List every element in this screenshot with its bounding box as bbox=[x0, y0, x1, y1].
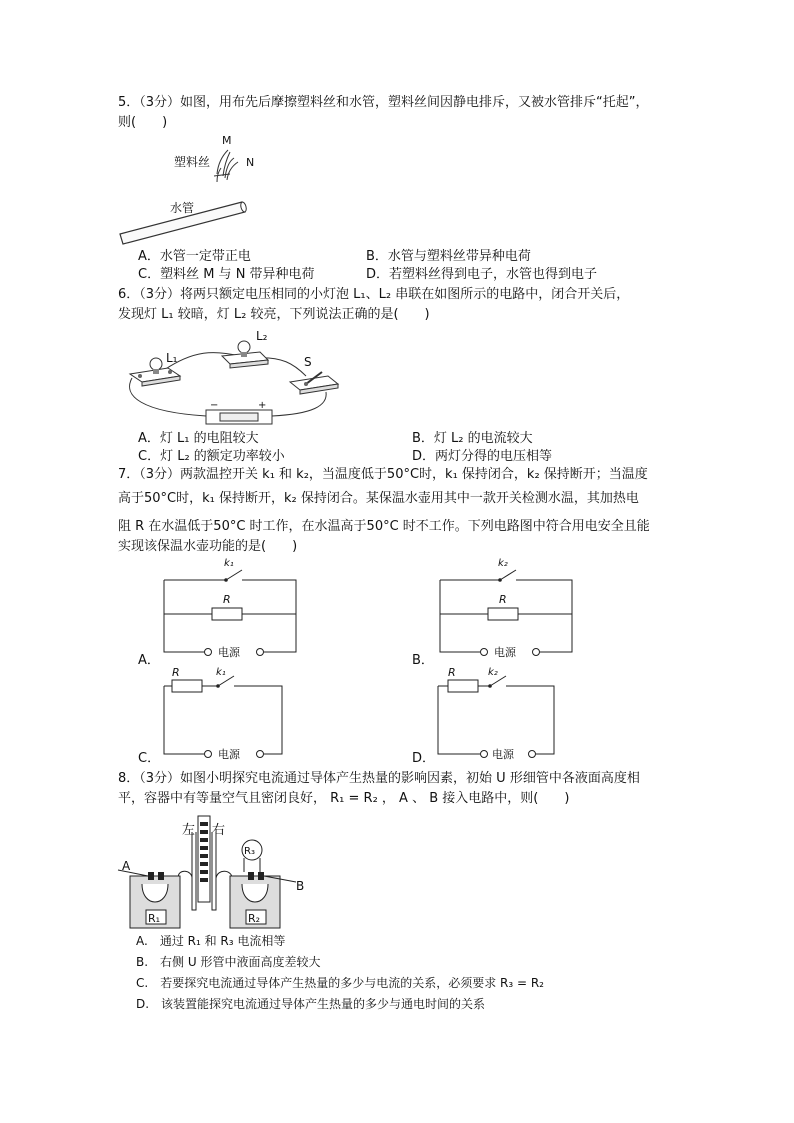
q8-fig-r2-label: R₂ bbox=[248, 912, 261, 925]
q7-stem-line3: 阻 R 在水温低于50°C 时工作，在水温高于50°C 时不工作。下列电路图中符合用电安全且能 bbox=[118, 519, 650, 534]
q6-option-c: C．灯 L₂ 的额定功率较小 bbox=[138, 449, 285, 464]
q8-stem-line1: 8．（3分）如图小明探究电流通过导体产生热量的影响因素，初始 U 形细管中各液面高度相 bbox=[118, 771, 640, 786]
q7-option-d-label: D． bbox=[412, 751, 436, 766]
q7-circuit-c bbox=[136, 662, 306, 770]
switch-s bbox=[290, 372, 338, 394]
svg-text:−: − bbox=[210, 400, 219, 411]
q5-fig-pipe-label: 水管 bbox=[170, 201, 195, 215]
q7-stem-line1: 7．（3分）两款温控开关 k₁ 和 k₂，当温度低于50°C时，k₁ 保持闭合，k₂ 保持断开；当温度 bbox=[118, 467, 648, 482]
q7-circuit-a bbox=[136, 556, 306, 670]
svg-text:+: + bbox=[258, 400, 267, 411]
q7-c-r-label: R bbox=[172, 666, 180, 679]
q6-option-d: D．两灯分得的电压相等 bbox=[412, 449, 553, 464]
q6-figure bbox=[122, 326, 342, 428]
lamp-l2 bbox=[222, 341, 268, 368]
q7-c-k-label: k₁ bbox=[216, 667, 226, 678]
resistor-r bbox=[448, 680, 478, 692]
q6-fig-l2-label: L₂ bbox=[256, 329, 268, 343]
q7-a-power-label: 电源 bbox=[218, 646, 240, 659]
q5-option-a: A．水管一定带正电 bbox=[138, 249, 251, 264]
q8-fig-r3-label: R₃ bbox=[244, 846, 255, 857]
q6-stem-line1: 6．（3分）将两只额定电压相同的小灯泡 L₁、L₂ 串联在如图所示的电路中，闭合开关后， bbox=[118, 287, 630, 302]
q8-option-c: C. 若要探究电流通过导体产生热量的多少与电流的关系，必须要求 R₃ = R₂ bbox=[136, 976, 544, 990]
resistor-r bbox=[172, 680, 202, 692]
q5-stem-line1: 5．（3分）如图，用布先后摩擦塑料丝和水管，塑料丝间因静电排斥，又被水管排斥“托起”， bbox=[118, 95, 649, 110]
q8-stem-line2: 平，容器中有等量空气且密闭良好， R₁ = R₂ ， A 、 B 接入电路中，则( ) bbox=[118, 791, 570, 806]
q7-b-power-label: 电源 bbox=[494, 646, 516, 659]
q5-figure bbox=[118, 132, 258, 250]
battery bbox=[206, 400, 272, 424]
q5-stem-line2: 则( ) bbox=[118, 115, 168, 130]
resistor-r bbox=[488, 608, 518, 620]
q7-a-r-label: R bbox=[223, 593, 231, 606]
q5-fig-m-label: M bbox=[222, 134, 232, 147]
q8-fig-left-label: 左 bbox=[182, 823, 196, 838]
q6-stem-line2: 发现灯 L₁ 较暗，灯 L₂ 较亮，下列说法正确的是( ) bbox=[118, 307, 430, 322]
q6-fig-s-label: S bbox=[304, 355, 312, 369]
q7-circuit-b bbox=[410, 556, 580, 670]
q7-c-power-label: 电源 bbox=[218, 748, 240, 761]
q8-option-a: A. 通过 R₁ 和 R₃ 电流相等 bbox=[136, 934, 286, 948]
q8-fig-b-label: B bbox=[296, 879, 305, 893]
q7-option-a-label: A． bbox=[138, 653, 160, 668]
q5-option-b: B．水管与塑料丝带异种电荷 bbox=[366, 249, 531, 264]
switch-k1 bbox=[226, 570, 242, 580]
q5-option-d: D．若塑料丝得到电子，水管也得到电子 bbox=[366, 267, 598, 282]
switch-k2 bbox=[500, 570, 516, 580]
q6-option-a: A．灯 L₁ 的电阻较大 bbox=[138, 431, 259, 446]
q7-b-r-label: R bbox=[499, 593, 507, 606]
q7-a-k-label: k₁ bbox=[224, 558, 234, 569]
q7-option-c-label: C． bbox=[138, 751, 161, 766]
q7-d-power-label: 电源 bbox=[492, 748, 514, 761]
q5-option-c: C．塑料丝 M 与 N 带异种电荷 bbox=[138, 267, 315, 282]
q8-fig-right-label: 右 bbox=[212, 823, 226, 838]
q8-fig-r1-label: R₁ bbox=[148, 912, 161, 925]
q7-circuit-d bbox=[410, 662, 580, 770]
q6-fig-l1-label: L₁ bbox=[166, 351, 178, 365]
q7-d-r-label: R bbox=[448, 666, 456, 679]
q7-stem-line2: 高于50°C时，k₁ 保持断开，k₂ 保持闭合。某保温水壶用其中一款开关检测水温，其加热电 bbox=[118, 491, 639, 506]
q8-option-b: B. 右侧 U 形管中液面高度差较大 bbox=[136, 955, 321, 969]
q7-stem-line4: 实现该保温水壶功能的是( ) bbox=[118, 539, 298, 554]
q8-figure bbox=[118, 812, 318, 932]
q7-d-k-label: k₂ bbox=[488, 667, 498, 678]
q7-option-b-label: B． bbox=[412, 653, 434, 668]
q7-b-k-label: k₂ bbox=[498, 558, 508, 569]
q8-option-d: D. 该装置能探究电流通过导体产生热量的多少与通电时间的关系 bbox=[136, 997, 486, 1011]
q5-fig-n-label: N bbox=[246, 156, 255, 169]
q6-option-b: B．灯 L₂ 的电流较大 bbox=[412, 431, 533, 446]
resistor-r bbox=[212, 608, 242, 620]
q5-fig-plastic-label: 塑料丝 bbox=[174, 155, 211, 169]
q8-fig-a-label: A bbox=[122, 859, 131, 873]
